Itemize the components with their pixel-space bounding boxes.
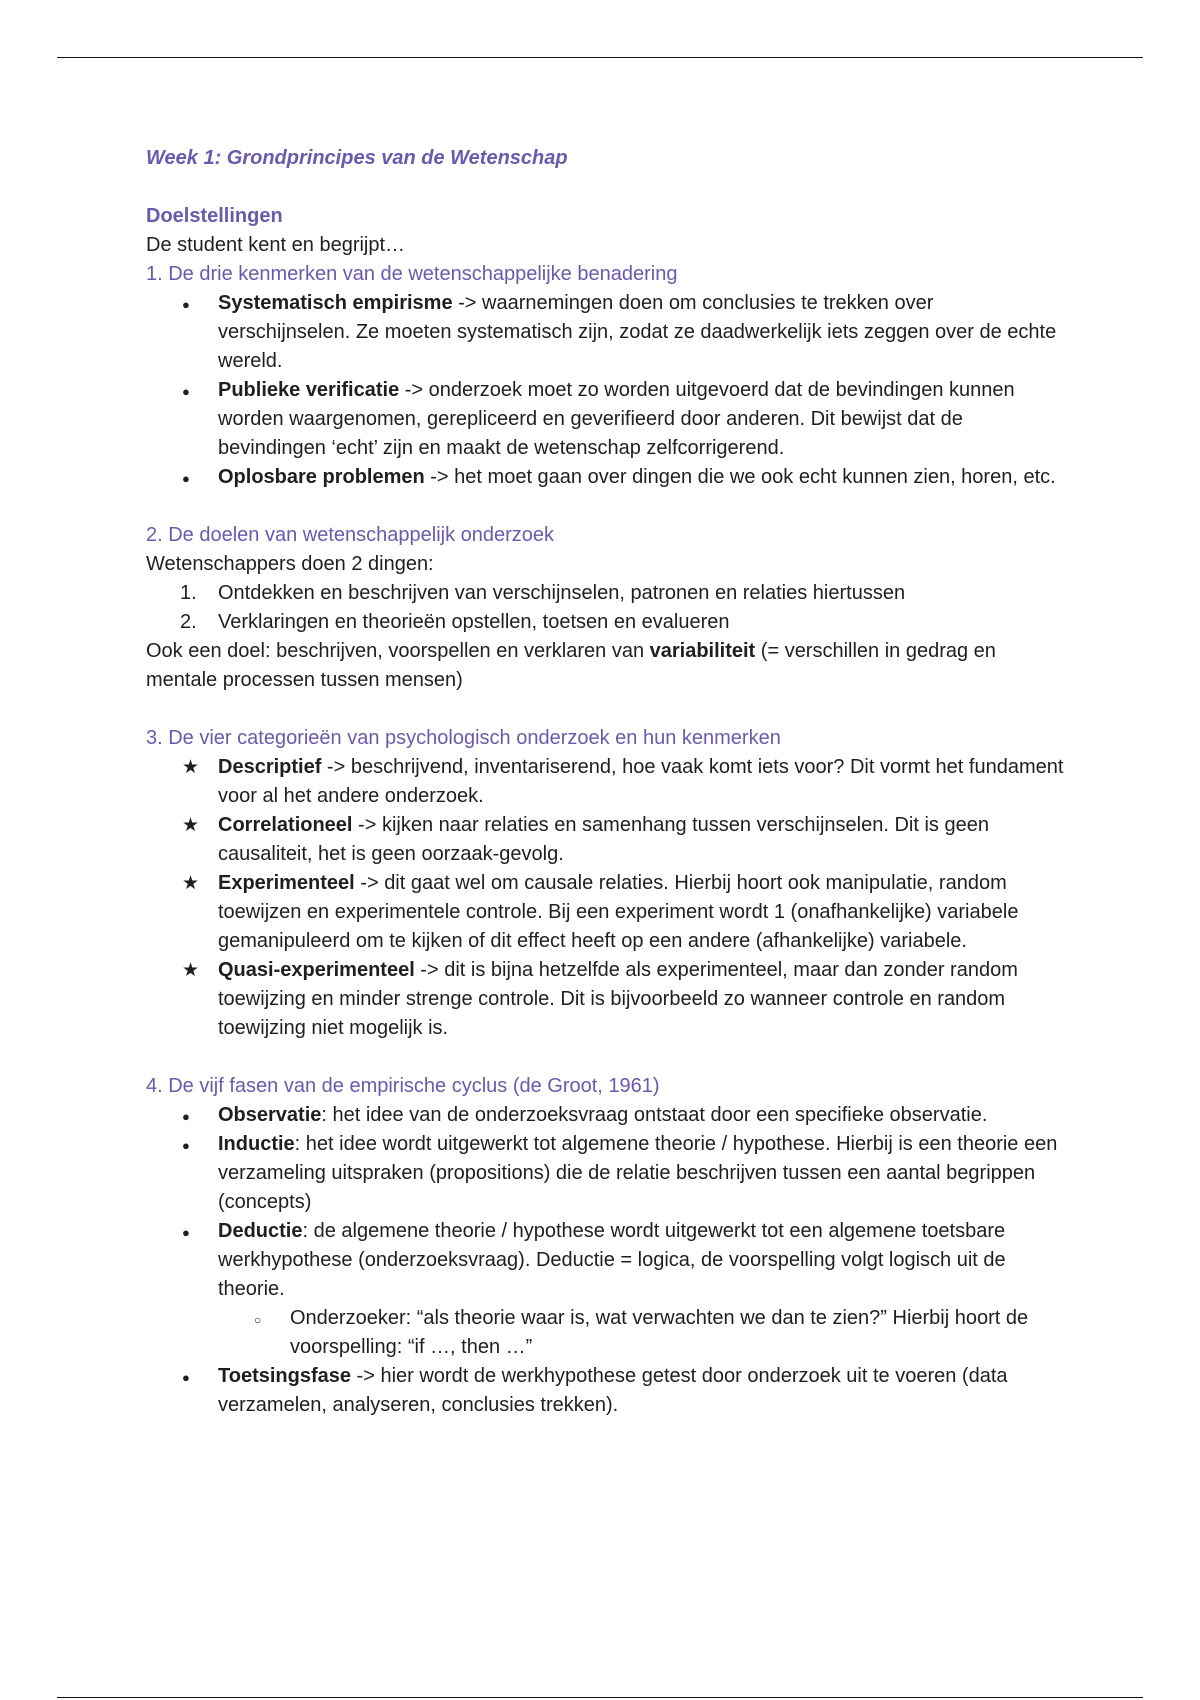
item-text: : het idee wordt uitgewerkt tot algemene theorie / hypothese. Hierbij is een theorie een verzameling uitspraken (propositions) die de relatie beschrijven tussen een aantal begrippen (concepts) [218,1133,1058,1213]
sub-list-item [218,1304,1066,1362]
item-text: Ontdekken en beschrijven van verschijnselen, patronen en relaties hiertussen [218,582,906,604]
star-icon [182,753,212,782]
list-item [146,289,1066,376]
section-4-list [146,1101,1066,1420]
item-text: : het idee van de onderzoeksvraag ontstaat door een specifieke observatie. [321,1104,988,1126]
term: Experimenteel [218,872,355,894]
section-1-list [146,289,1066,492]
footer-rule [57,1697,1143,1698]
bullet-icon [182,1130,212,1160]
extra-text: Ook een doel: beschrijven, voorspellen en verklaren van [146,640,650,662]
list-number: 2. [180,611,197,633]
term: Deductie [218,1220,303,1242]
term: variabiliteit [649,640,756,662]
term: Descriptief [218,756,322,778]
section-2-extra [146,637,1066,695]
term: Correlationeel [218,814,353,836]
section-4-heading: 4. De vijf fasen van de empirische cyclus (de Groot, 1961) [146,1075,660,1097]
objectives-intro: De student kent en begrijpt… [146,234,406,256]
term: Systematisch empirisme [218,292,453,314]
item-text: -> hier wordt de werkhypothese getest door onderzoek uit te voeren (data verzamelen, analyseren, conclusies trekken). [218,1365,1008,1416]
section-1-heading: 1. De drie kenmerken van de wetenschappelijke benadering [146,263,678,285]
item-text: -> dit gaat wel om causale relaties. Hierbij hoort ook manipulatie, random toewijzen en experimentele controle. Bij een experiment wordt 1 (onafhankelijke) variabele gemanipuleerd om te kijken of dit effect heeft op een andere (afhankelijke) variabele. [218,872,1019,952]
sub-list [218,1304,1066,1362]
page-title: Week 1: Grondprincipes van de Wetenschap [146,147,568,169]
list-item [146,463,1066,492]
item-text: Onderzoeker: “als theorie waar is, wat verwachten we dan te zien?” Hierbij hoort de voorspelling: “if …, then …” [290,1307,1029,1358]
list-item [146,376,1066,463]
bullet-icon [182,376,212,406]
item-text: -> beschrijvend, inventariserend, hoe vaak komt iets voor? Dit vormt het fundament voor al het andere onderzoek. [218,756,1064,807]
list-item [146,608,1066,637]
list-item [146,956,1066,1043]
item-text: -> waarnemingen doen om conclusies te trekken over verschijnselen. Ze moeten systematisch zijn, zodat ze daadwerkelijk iets zeggen over de echte wereld. [218,292,1057,372]
document-body [146,144,1066,1420]
term: Quasi-experimenteel [218,959,415,981]
list-item [146,1362,1066,1420]
list-item [146,811,1066,869]
list-item [146,869,1066,956]
star-icon [182,811,212,840]
bullet-icon [182,1101,212,1131]
term: Inductie [218,1133,295,1155]
bullet-icon [182,289,212,319]
item-text: -> kijken naar relaties en samenhang tussen verschijnselen. Dit is geen causaliteit, het is geen oorzaak-gevolg. [218,814,989,865]
list-item [146,1130,1066,1217]
term: Oplosbare problemen [218,466,425,488]
section-2-list [146,579,1066,637]
list-number: 1. [180,582,197,604]
term: Toetsingsfase [218,1365,351,1387]
circle-bullet-icon [254,1304,284,1335]
item-text: -> het moet gaan over dingen die we ook echt kunnen zien, horen, etc. [424,466,1056,488]
item-text: : de algemene theorie / hypothese wordt uitgewerkt tot een algemene toetsbare werkhypothese (onderzoeksvraag). Deductie = logica, de voorspelling volgt logisch uit de theorie. [218,1220,1006,1300]
section-3-heading: 3. De vier categorieën van psychologisch onderzoek en hun kenmerken [146,727,781,749]
extra-text: (= verschillen in gedrag en mentale processen tussen mensen) [146,640,996,691]
section-2-intro: Wetenschappers doen 2 dingen: [146,553,434,575]
section-2-heading: 2. De doelen van wetenschappelijk onderzoek [146,524,555,546]
list-item [146,1101,1066,1130]
term: Publieke verificatie [218,379,400,401]
star-icon [182,869,212,898]
item-text: -> dit is bijna hetzelfde als experimenteel, maar dan zonder random toewijzing en minder strenge controle. Dit is bijvoorbeeld zo wanneer controle en random toewijzing niet mogelijk is. [218,959,1018,1039]
list-item [146,1217,1066,1362]
bullet-icon [182,1217,212,1247]
term: Observatie [218,1104,322,1126]
star-icon [182,956,212,985]
header-rule [57,57,1143,58]
bullet-icon [182,1362,212,1392]
section-3-list [146,753,1066,1043]
item-text: -> onderzoek moet zo worden uitgevoerd dat de bevindingen kunnen worden waargenomen, gerepliceerd en geverifieerd door anderen. Dit bewijst dat de bevindingen ‘echt’ zijn en maakt de wetenschap zelfcorrigerend. [218,379,1015,459]
item-text: Verklaringen en theorieën opstellen, toetsen en evalueren [218,611,730,633]
objectives-heading: Doelstellingen [146,205,283,227]
list-item [146,579,1066,608]
list-item [146,753,1066,811]
bullet-icon [182,463,212,493]
